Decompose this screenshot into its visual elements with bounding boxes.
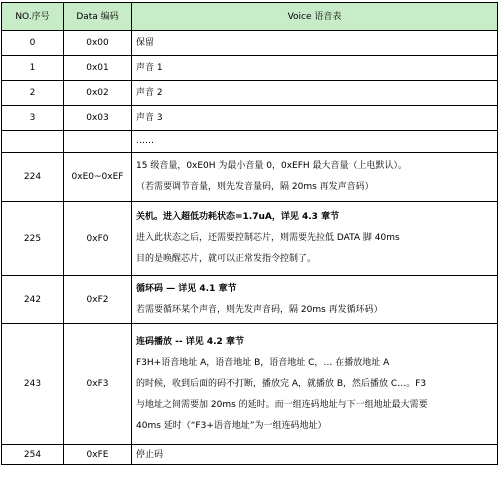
voice-line: 目的是唤醒芯片，就可以正常发指令控制了。 (136, 254, 317, 264)
header-code: Data 编码 (64, 3, 132, 31)
row-voice (132, 56, 498, 81)
row-code: 0xF3 (64, 324, 132, 445)
voice-line: 进入此状态之后，还需要控制芯片，则需要先拉低 DATA 脚 40ms (136, 233, 400, 243)
table-row (2, 445, 498, 465)
row-voice (132, 106, 498, 131)
row-voice (132, 324, 498, 445)
table-row (2, 276, 498, 324)
voice-line: 声音 1 (136, 62, 163, 73)
voice-table-container (1, 2, 498, 465)
voice-line: 若需要循环某个声音，则先发声音码，隔 20ms 再发循环码） (136, 304, 383, 315)
row-code: 0xE0~0xEF (64, 153, 132, 202)
row-code: 0x02 (64, 81, 132, 106)
row-code: 0x03 (64, 106, 132, 131)
row-no: 2 (2, 81, 64, 106)
header-no: NO.序号 (2, 3, 64, 31)
voice-line: （若需要调节音量，则先发音量码，隔 20ms 再发声音码） (136, 182, 374, 192)
row-voice (132, 31, 498, 56)
voice-line: 的时候，收到后面的码不打断，播放完 A，就播放 B，然后播放 C…。F3 (136, 378, 427, 389)
voice-line-title: 关机。进入超低功耗状态=1.7uA，详见 4.3 章节 (136, 212, 340, 222)
voice-line: 声音 2 (136, 87, 163, 98)
row-voice (132, 153, 498, 202)
table-row (2, 31, 498, 56)
voice-line: F3H+语音地址 A，语音地址 B，语音地址 C，… 在播放地址 A (136, 357, 390, 368)
row-voice (132, 131, 498, 153)
row-code: 0xF0 (64, 202, 132, 276)
row-no: 3 (2, 106, 64, 131)
row-code: 0xFE (64, 445, 132, 465)
row-no: 224 (2, 153, 64, 202)
voice-line: 停止码 (136, 449, 164, 460)
row-voice (132, 276, 498, 324)
voice-table (1, 2, 498, 465)
row-code: 0x00 (64, 31, 132, 56)
table-row (2, 56, 498, 81)
row-no: 243 (2, 324, 64, 445)
table-row (2, 106, 498, 131)
row-no (2, 131, 64, 153)
table-row (2, 131, 498, 153)
voice-line: 声音 3 (136, 112, 163, 123)
row-voice (132, 445, 498, 465)
voice-line: 与地址之间需要加 20ms 的延时。而一组连码地址与下一组地址最大需要 (136, 399, 428, 410)
table-header-row (2, 3, 498, 31)
row-voice (132, 81, 498, 106)
table-row (2, 81, 498, 106)
voice-line-title: 连码播放 -- 详见 4.2 章节 (136, 336, 244, 347)
row-code: 0x01 (64, 56, 132, 81)
row-no: 254 (2, 445, 64, 465)
row-no: 1 (2, 56, 64, 81)
row-no: 225 (2, 202, 64, 276)
table-row (2, 324, 498, 445)
header-voice: Voice 语音表 (132, 3, 498, 31)
voice-line: …… (136, 136, 154, 146)
voice-line-title: 循环码 — 详见 4.1 章节 (136, 283, 237, 294)
voice-line: 40ms 延时（“F3+语音地址”为一组连码地址） (136, 420, 327, 431)
row-code (64, 131, 132, 153)
table-row (2, 153, 498, 202)
voice-line: 保留 (136, 37, 155, 48)
voice-line: 15 级音量，0xE0H 为最小音量 0，0xEFH 最大音量（上电默认）。 (136, 161, 408, 171)
table-row (2, 202, 498, 276)
row-voice (132, 202, 498, 276)
row-code: 0xF2 (64, 276, 132, 324)
row-no: 242 (2, 276, 64, 324)
row-no: 0 (2, 31, 64, 56)
